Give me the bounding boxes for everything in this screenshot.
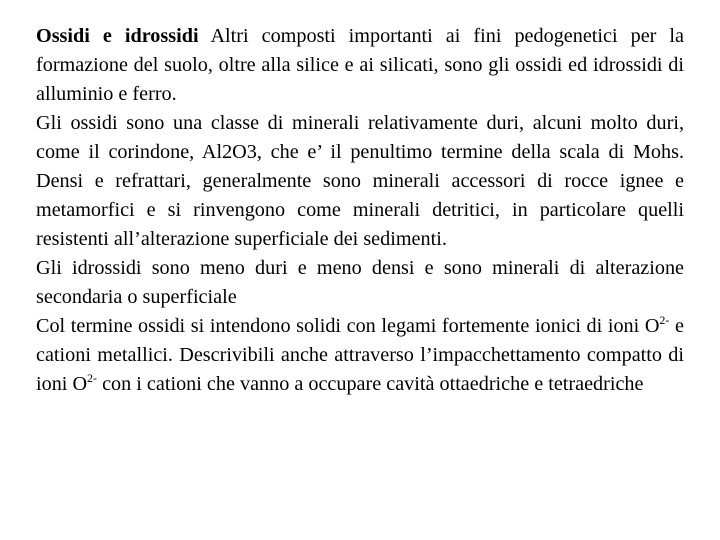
paragraph-idrossidi: Gli idrossidi sono meno duri e meno densi e sono minerali di alterazione secondaria o superficiale: [36, 257, 684, 308]
superscript-charge-1: 2-: [659, 313, 670, 327]
definition-text-3: con i cationi che vanno a occupare cavità ottaedriche e tetraedriche: [97, 373, 644, 395]
paragraph-intro: [36, 22, 684, 109]
section-heading: Ossidi e idrossidi: [36, 25, 199, 47]
superscript-charge-2: 2-: [87, 371, 98, 385]
intro-text: Altri composti importanti ai fini pedogenetici per la formazione del suolo, oltre alla silice e ai silicati, sono gli ossidi ed idrossidi di alluminio e ferro.: [36, 25, 684, 105]
definition-text-1: Col termine ossidi si intendono solidi con legami fortemente ionici di ioni O: [36, 315, 660, 337]
paragraph-definizione: [36, 312, 684, 399]
definition-text-2: e cationi metallici. Descrivibili anche attraverso l’impacchettamento compatto di ioni O: [36, 315, 684, 395]
paragraph-ossidi: Gli ossidi sono una classe di minerali relativamente duri, alcuni molto duri, come il corindone, Al2O3, che e’ il penultimo termine della scala di Mohs. Densi e refrattari, generalmente sono minerali accessori di rocce ignee e metamorfici e si rinvengono come minerali detritici, in particolare quelli resistenti all’alterazione superficiale dei sedimenti.: [36, 112, 684, 250]
text-body: [36, 22, 684, 399]
